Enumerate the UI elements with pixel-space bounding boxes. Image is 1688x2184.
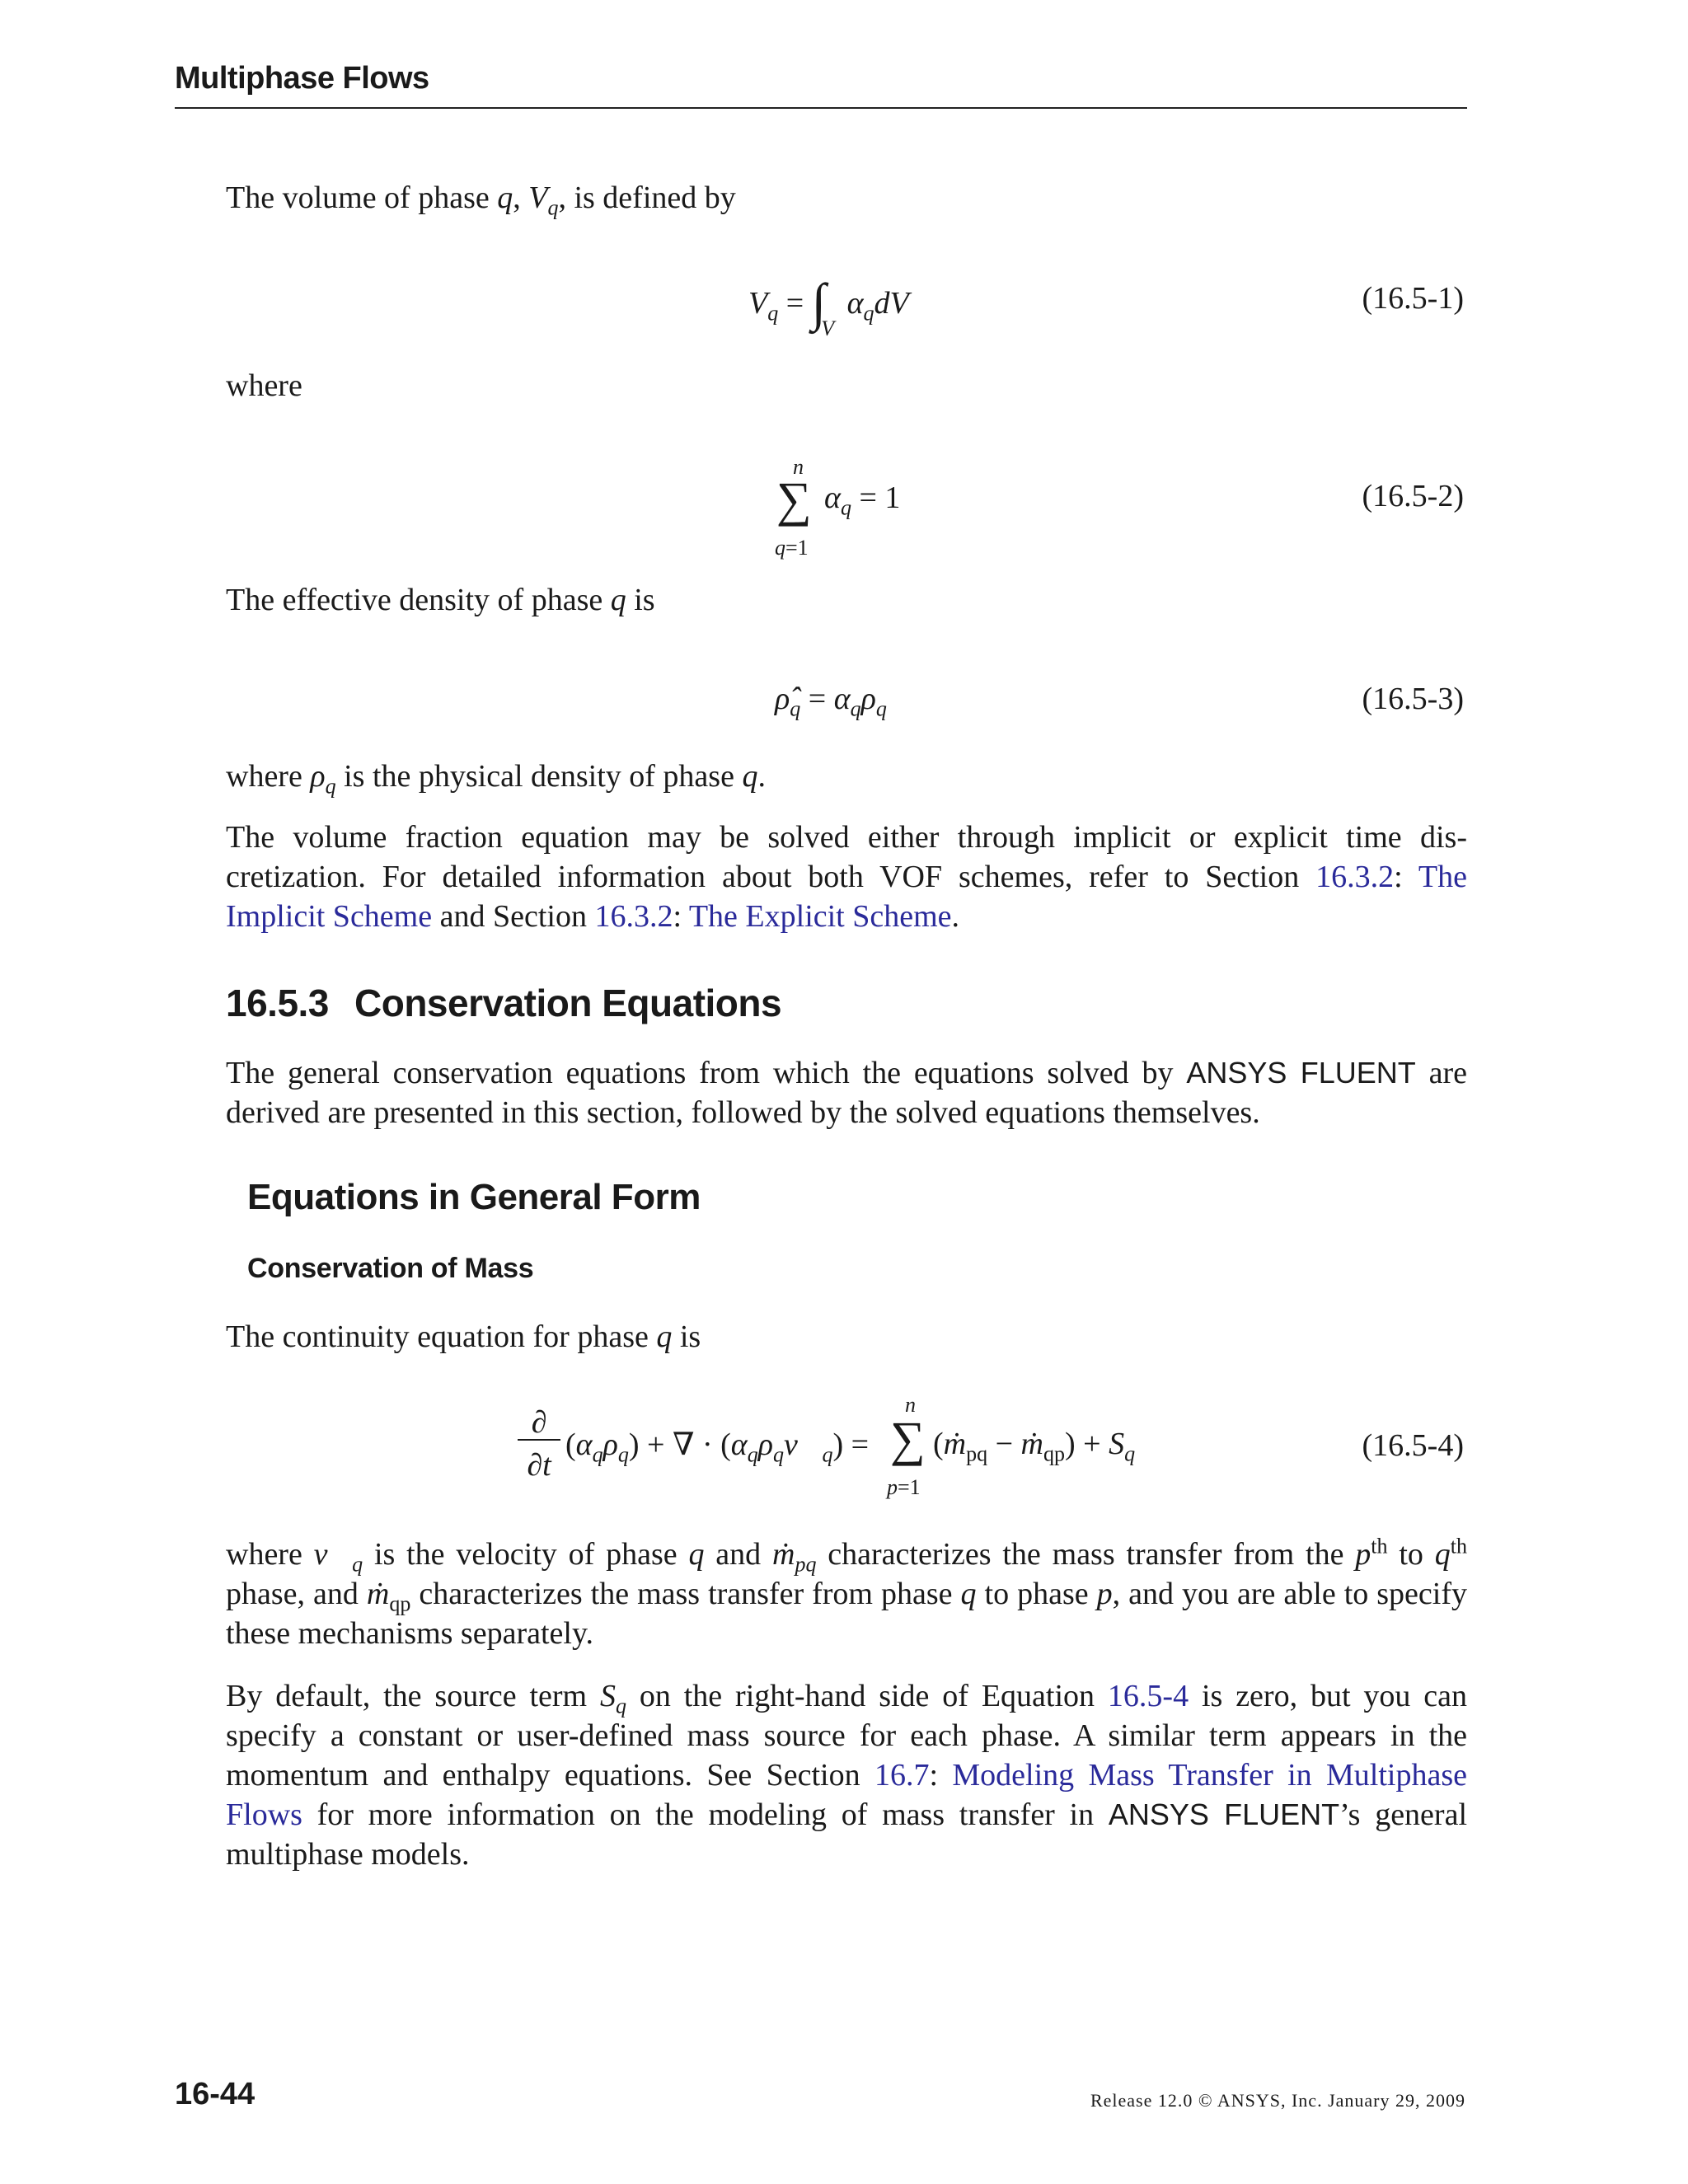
page-number: 16-44 (175, 2077, 256, 2111)
subsubsection-heading: Conservation of Mass (247, 1253, 534, 1284)
equation-16-5-4: ∂ ∂t $(\alpha_q\rho_q)$ + ∇ · $(\alpha_q\rho_qv⃗_q)$ = n ∑ p=1 (ṁ$_{pq}$ − ṁ$_{qp}$) + $S_q$ (511, 1401, 1187, 1508)
explicit-scheme-link[interactable]: The Explicit Scheme (688, 899, 952, 934)
section-number: 16.5.3 (226, 982, 329, 1024)
volume-fraction-paragraph: The volume fraction equation may be solved either through implicit or explicit time dis-cretization. For detailed information about both VOF schemes, refer to Section 16.3.2: The Implicit Scheme and Section 16.3.2: The Explicit Scheme. (226, 820, 1467, 934)
equation-link[interactable]: 16.5-4 (1107, 1679, 1189, 1713)
section-link[interactable]: 16.3.2 (594, 899, 673, 934)
subsection-heading: Equations in General Form (247, 1177, 701, 1217)
equation-16-5-1: $V_q = \int_V$ $\alpha_qdV$ (748, 273, 909, 340)
source-term-paragraph: By default, the source term $S_q$ on the right-hand side of Equation 16.5-4 is zero, but you can specify a constant or user-defined mass source for each phase. A similar term appears in the momentum and enthalpy equations. See Section 16.7: Modeling Mass Transfer in Multiphase Flows for more information on the modeling of mass transfer in ANSYS FLUENT’s general multiphase models. (226, 1679, 1468, 1872)
section-link[interactable]: 16.3.2 (1315, 860, 1395, 894)
equation-number: (16.5-2) (1362, 479, 1464, 513)
equation-number: (16.5-1) (1362, 281, 1464, 316)
where-rho-paragraph: where $\rho_q$ is the physical density of phase q. (226, 759, 766, 799)
section-heading (226, 981, 781, 1025)
effective-density-paragraph: The effective density of phase q is (226, 583, 655, 617)
section-title: Conservation Equations (354, 982, 782, 1024)
intro-paragraph: The volume of phase q, $V_q$, is defined by (226, 180, 736, 220)
general-conservation-paragraph: The general conservation equations from which the equations solved by ANSYS FLUENT are derived are presented in this section, followed by the solved equations themselves. (226, 1056, 1468, 1130)
product-name: ANSYS FLUENT (1186, 1056, 1416, 1090)
header-rule (175, 107, 1467, 109)
mass-transfer-link[interactable]: Modeling Mass Transfer in Multiphase Flows (226, 1758, 1467, 1832)
continuity-paragraph: The continuity equation for phase q is (226, 1319, 701, 1354)
section-link[interactable]: 16.7 (874, 1758, 930, 1793)
implicit-scheme-link[interactable]: The Implicit Scheme (226, 860, 1467, 934)
equation-16-5-3: $\rhô_q = \alpha_q\rho_q$ (775, 682, 887, 721)
product-name: ANSYS FLUENT (1108, 1797, 1340, 1831)
release-footer: Release 12.0 © ANSYS, Inc. January 29, 2009 (1090, 2090, 1465, 2111)
where-text: where (226, 368, 302, 403)
document-page: Multiphase Flows The volume of phase q, $V_q$, is defined by $V_q = \int_V$ $\alpha_qdV$ (16.5-1) where n ∑ $\alpha_q = 1$ q=1 (16.5-2) The effective density of phase q is $\rhô_q = \alpha_q\rho_q$ (16.5-3) where $\rho_q$ is the physical density of phase q. The volume fraction equation may be solved either through implicit or explicit time dis-cretization. For detailed information about both VOF schemes, refer to Section 16.3.2: The Implicit Scheme and Section 16.3.2: The Explicit Scheme. 16.5.3 Conservation Equations The general conservation equations from which the equations solved by ANSYS FLUENT are derived are presented in this section, followed by the solved equations themselves. Equations in General Form Conservation of Mass The continuity equation for phase q is ∂ ∂t $(\alpha_q\rho_q)$ + ∇ · $(\alpha_q\rho_qv⃗_q)$ = n ∑ p=1 (ṁ$_{pq}$ − ṁ$_{qp}$) + $S_q$ (16.5-4) where $v⃗_q$ is the velocity of phase q and ṁ$_{pq}$ characterizes the mass transfer from the $p^{th}$ to $q^{th}$ phase, and ṁ$_{qp}$ characterizes the mass transfer from phase q to phase p, and you are able to specify these mechanisms separately. By default, the source term $S_q$ on the right-hand side of Equation 16.5-4 is zero, but you can specify a constant or user-defined mass source for each phase. A similar term appears in the momentum and enthalpy equations. See Section 16.7: Modeling Mass Transfer in Multiphase Flows for more information on the modeling of mass transfer in ANSYS FLUENT’s general multiphase models. 16-44 Release 12.0 © ANSYS, Inc. January 29, 2009 (0, 0, 1688, 2184)
equation-number: (16.5-4) (1362, 1428, 1464, 1463)
running-header-title: Multiphase Flows (175, 61, 429, 96)
velocity-paragraph: where $v⃗_q$ is the velocity of phase q and ṁ$_{pq}$ characterizes the mass transfer from the $p^{th}$ to $q^{th}$ phase, and ṁ$_{qp}$ characterizes the mass transfer from phase q to phase p, and you are able to specify these mechanisms separately. (226, 1534, 1467, 1651)
equation-number: (16.5-3) (1362, 682, 1464, 716)
